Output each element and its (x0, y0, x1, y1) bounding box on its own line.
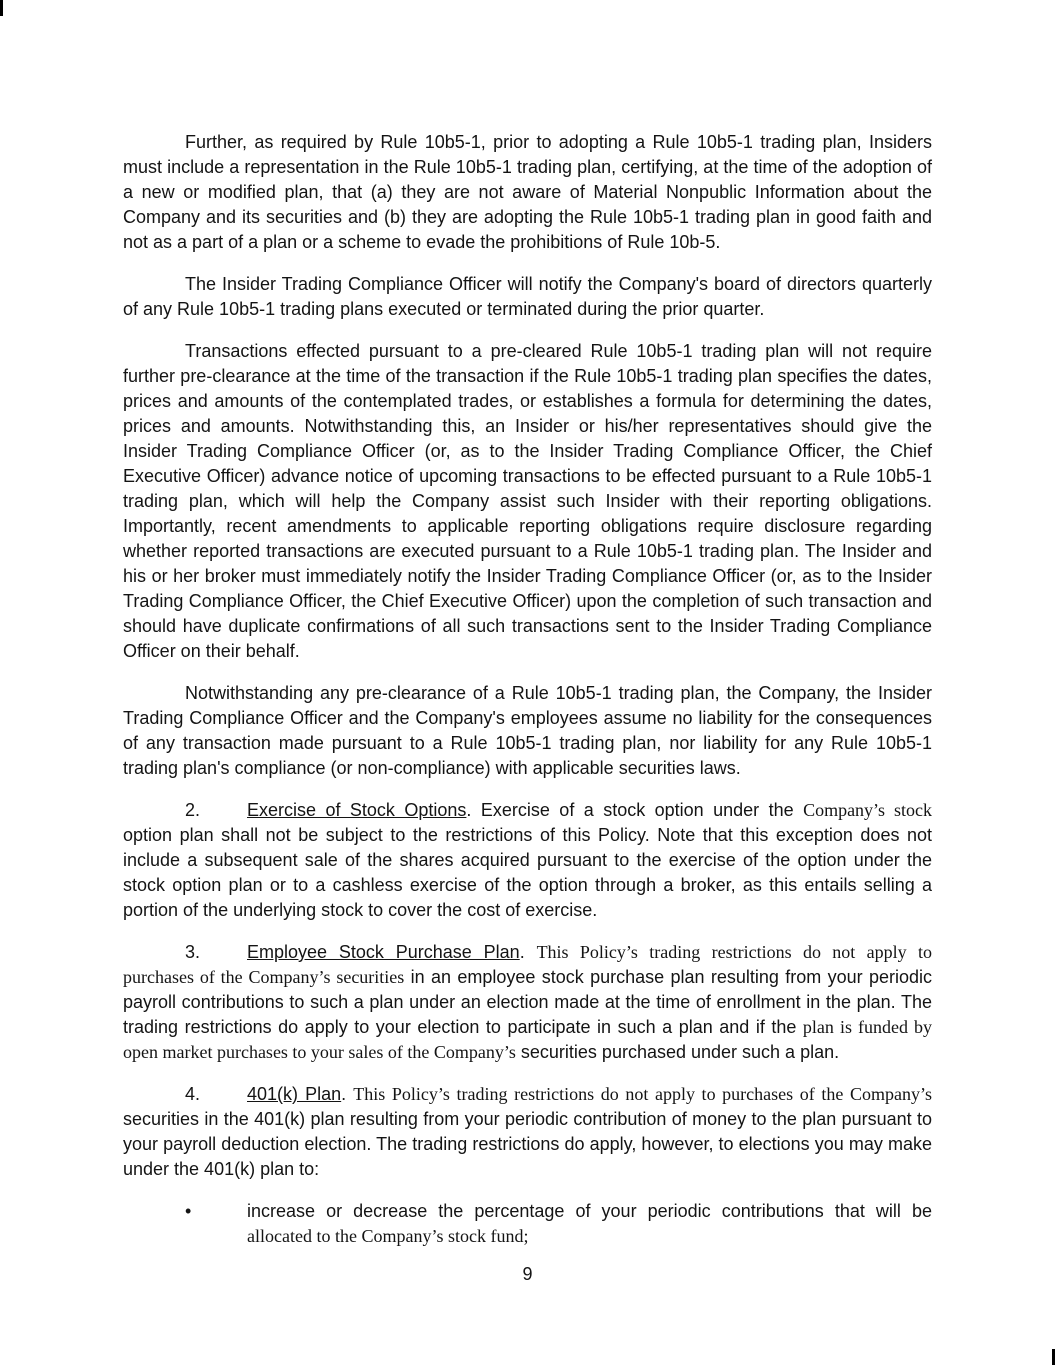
item-body-text-serif: plan is funded by open market purchases to your sales of the Company’s (123, 1017, 933, 1062)
item-number: 3. (185, 942, 201, 962)
item-body-text-serif: Company’s stock (803, 800, 932, 820)
item-number: 4. (185, 1084, 201, 1104)
item-number: 2. (185, 800, 201, 820)
paragraph-no-liability: Notwithstanding any pre-clearance of a Rule 10b5-1 trading plan, the Company, the Insider Trading Compliance Officer and the Company's employees assume no liability for the consequences of any transaction made pursuant to a Rule 10b5-1 trading plan, nor liability for any Rule 10b5-1 trading plan's compliance (or non-compliance) with applicable securities laws. (123, 683, 932, 778)
item-body-text: . (341, 1084, 354, 1104)
item-401k-plan (123, 1082, 932, 1182)
item-body-text: option plan shall not be subject to the restrictions of this Policy. Note that this exception does not include a subsequent sale of the shares acquired pursuant to the exercise of the option under the stock option plan or to a cashless exercise of the option through a broker, as this entails selling a portion of the underlying stock to cover the cost of exercise. (123, 825, 932, 920)
item-heading-underlined: Employee Stock Purchase Plan (247, 942, 520, 962)
bullet-text: increase or decrease the percentage of your periodic contributions that will be (247, 1201, 932, 1221)
item-heading-underlined: 401(k) Plan (247, 1084, 342, 1104)
item-body-text: securities purchased under such a plan. (515, 1042, 840, 1062)
bullet-text-serif: allocated to the Company’s stock fund; (247, 1226, 529, 1246)
bullet-item-contribution-percentage (185, 1199, 932, 1249)
page-number: 9 (522, 1264, 533, 1284)
item-body-text: . (519, 942, 537, 962)
paragraph-rule10b5-1-representation: Further, as required by Rule 10b5-1, prior to adopting a Rule 10b5-1 trading plan, Insiders must include a representation in the Rule 10b5-1 trading plan, certifying, at the time of the adoption of a new or modified plan, that (a) they are not aware of Material Nonpublic Information about the Company and its securities and (b) they are adopting the Rule 10b5-1 trading plan in good faith and not as a part of a plan or a scheme to evade the prohibitions of Rule 10b-5. (123, 132, 932, 252)
item-body-text-serif: This Policy’s trading restrictions do not apply to purchases of the Company’s securities (123, 942, 932, 987)
policy-document-body (123, 130, 932, 1249)
item-body-text: securities in the 401(k) plan resulting from your periodic contribution of money to the plan pursuant to your payroll deduction election. The trading restrictions do apply, however, to elections you may make under the 401(k) plan to: (123, 1109, 932, 1179)
item-employee-stock-purchase-plan (123, 940, 932, 1065)
item-heading-underlined: Exercise of Stock Options (247, 800, 467, 820)
paragraph-board-notification: The Insider Trading Compliance Officer will notify the Company's board of directors quarterly of any Rule 10b5-1 trading plans executed or terminated during the prior quarter. (123, 274, 932, 319)
scan-edge-artifact (0, 0, 3, 16)
item-body-text: . Exercise of a stock option under the (466, 800, 804, 820)
item-exercise-of-stock-options (123, 798, 932, 923)
paragraph-precleared-transactions: Transactions effected pursuant to a pre-cleared Rule 10b5-1 trading plan will not require further pre-clearance at the time of the transaction if the Rule 10b5-1 trading plan specifies the dates, prices and amounts of the contemplated trades, or establishes a formula for determining the dates, prices and amounts. Notwithstanding this, an Insider or his/her representatives should give the Insider Trading Compliance Officer (or, as to the Insider Trading Compliance Officer, the Chief Executive Officer) advance notice of upcoming transactions to be effected pursuant to a Rule 10b5-1 trading plan, which will help the Company assist such Insider with their reporting obligations. Importantly, recent amendments to applicable reporting obligations require disclosure regarding whether reported transactions are executed pursuant to a Rule 10b5-1 trading plan. The Insider and his or her broker must immediately notify the Insider Trading Compliance Officer (or, as to the Insider Trading Compliance Officer, the Chief Executive Officer) upon the completion of such transaction and should have duplicate confirmations of all such transactions sent to the Insider Trading Compliance Officer on their behalf. (123, 341, 932, 661)
bullet-marker-icon: • (185, 1201, 192, 1221)
item-body-text-serif: This Policy’s trading restrictions do not apply to purchases of the Company’s (353, 1084, 932, 1104)
item-body-text: in an employee stock purchase plan resulting from your periodic payroll contributions to such a plan under an election made at the time of enrollment in the plan. The trading restrictions do apply to your election to participate in such a plan and if the (123, 967, 933, 1037)
